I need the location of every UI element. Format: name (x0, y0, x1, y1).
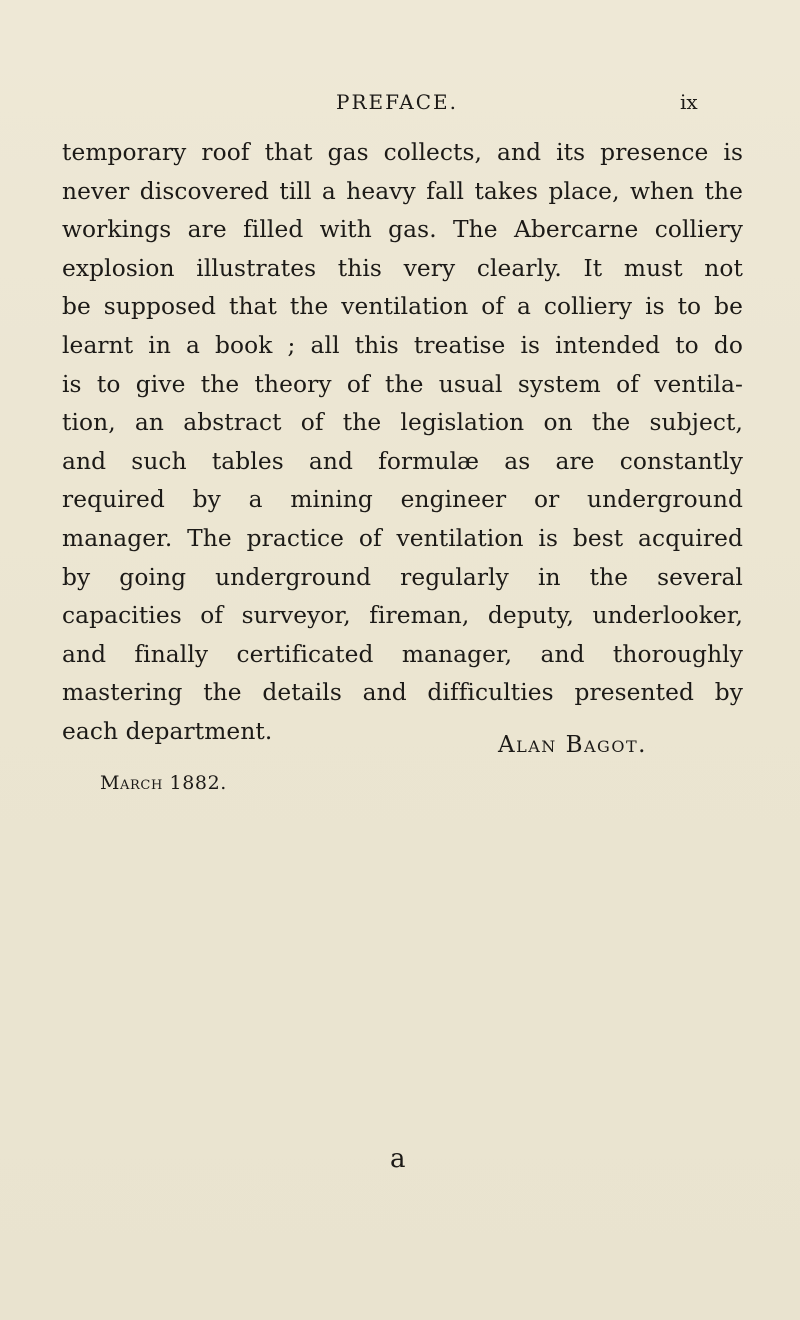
text-line: be supposed that the ventilation of a colliery is to be (62, 293, 743, 321)
text-line: required by a mining engineer or underground (62, 486, 743, 514)
running-title: PREFACE. (336, 90, 458, 114)
text-line: manager. The practice of ventilation is best acquired (62, 524, 743, 552)
running-head (0, 88, 800, 116)
text-line: workings are filled with gas. The Abercarne colliery (62, 216, 743, 244)
preface-paragraph (62, 134, 743, 752)
author-signature: Alan Bagot. (498, 732, 647, 758)
text-line: and such tables and formulæ as are constantly (62, 447, 743, 475)
text-line: and finally certificated manager, and thoroughly (62, 640, 743, 668)
text-line: never discovered till a heavy fall takes place, when the (62, 177, 743, 205)
text-line: capacities of surveyor, fireman, deputy, underlooker, (62, 602, 743, 630)
text-line: learnt in a book ; all this treatise is intended to do (62, 331, 743, 359)
text-line: explosion illustrates this very clearly. It must not (62, 254, 743, 282)
text-line: tion, an abstract of the legislation on the subject, (62, 409, 743, 437)
text-line: mastering the details and difficulties presented by (62, 679, 743, 707)
text-line: temporary roof that gas collects, and its presence is (62, 139, 743, 166)
text-line: is to give the theory of the usual system of ventila- (62, 370, 743, 398)
preface-date: March 1882. (100, 772, 227, 794)
text-line: each department. (62, 717, 273, 745)
page-number: ix (680, 90, 698, 114)
signature-mark: a (390, 1144, 406, 1174)
text-line: by going underground regularly in the several (62, 563, 743, 591)
